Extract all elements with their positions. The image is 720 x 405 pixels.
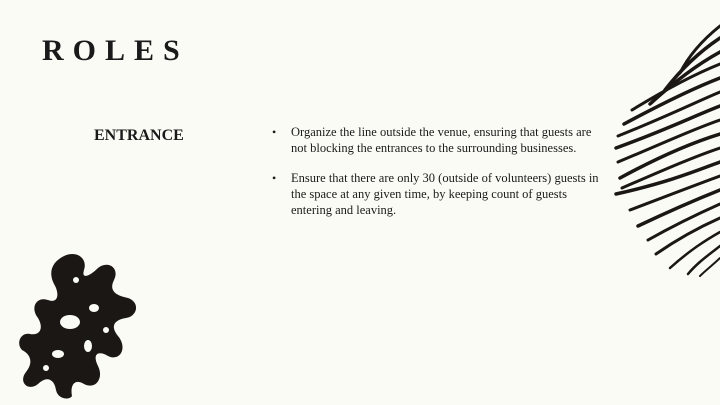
bullet-marker: • — [272, 171, 277, 185]
section-label-entrance: ENTRANCE — [94, 127, 184, 144]
slide-title: ROLES — [42, 34, 189, 67]
bullet-marker: • — [272, 125, 277, 139]
list-item — [272, 170, 602, 218]
list-item — [272, 124, 602, 156]
ink-blob-illustration-icon — [18, 250, 140, 400]
bullet-text: Ensure that there are only 30 (outside of volunteers) guests in the space at any given time, by keeping count of guests entering and leaving. — [291, 171, 599, 217]
bullet-text: Organize the line outside the venue, ensuring that guests are not blocking the entrances to the surrounding businesses. — [291, 125, 592, 155]
role-bullet-list — [272, 124, 602, 232]
palm-leaf-illustration-icon — [610, 18, 720, 280]
